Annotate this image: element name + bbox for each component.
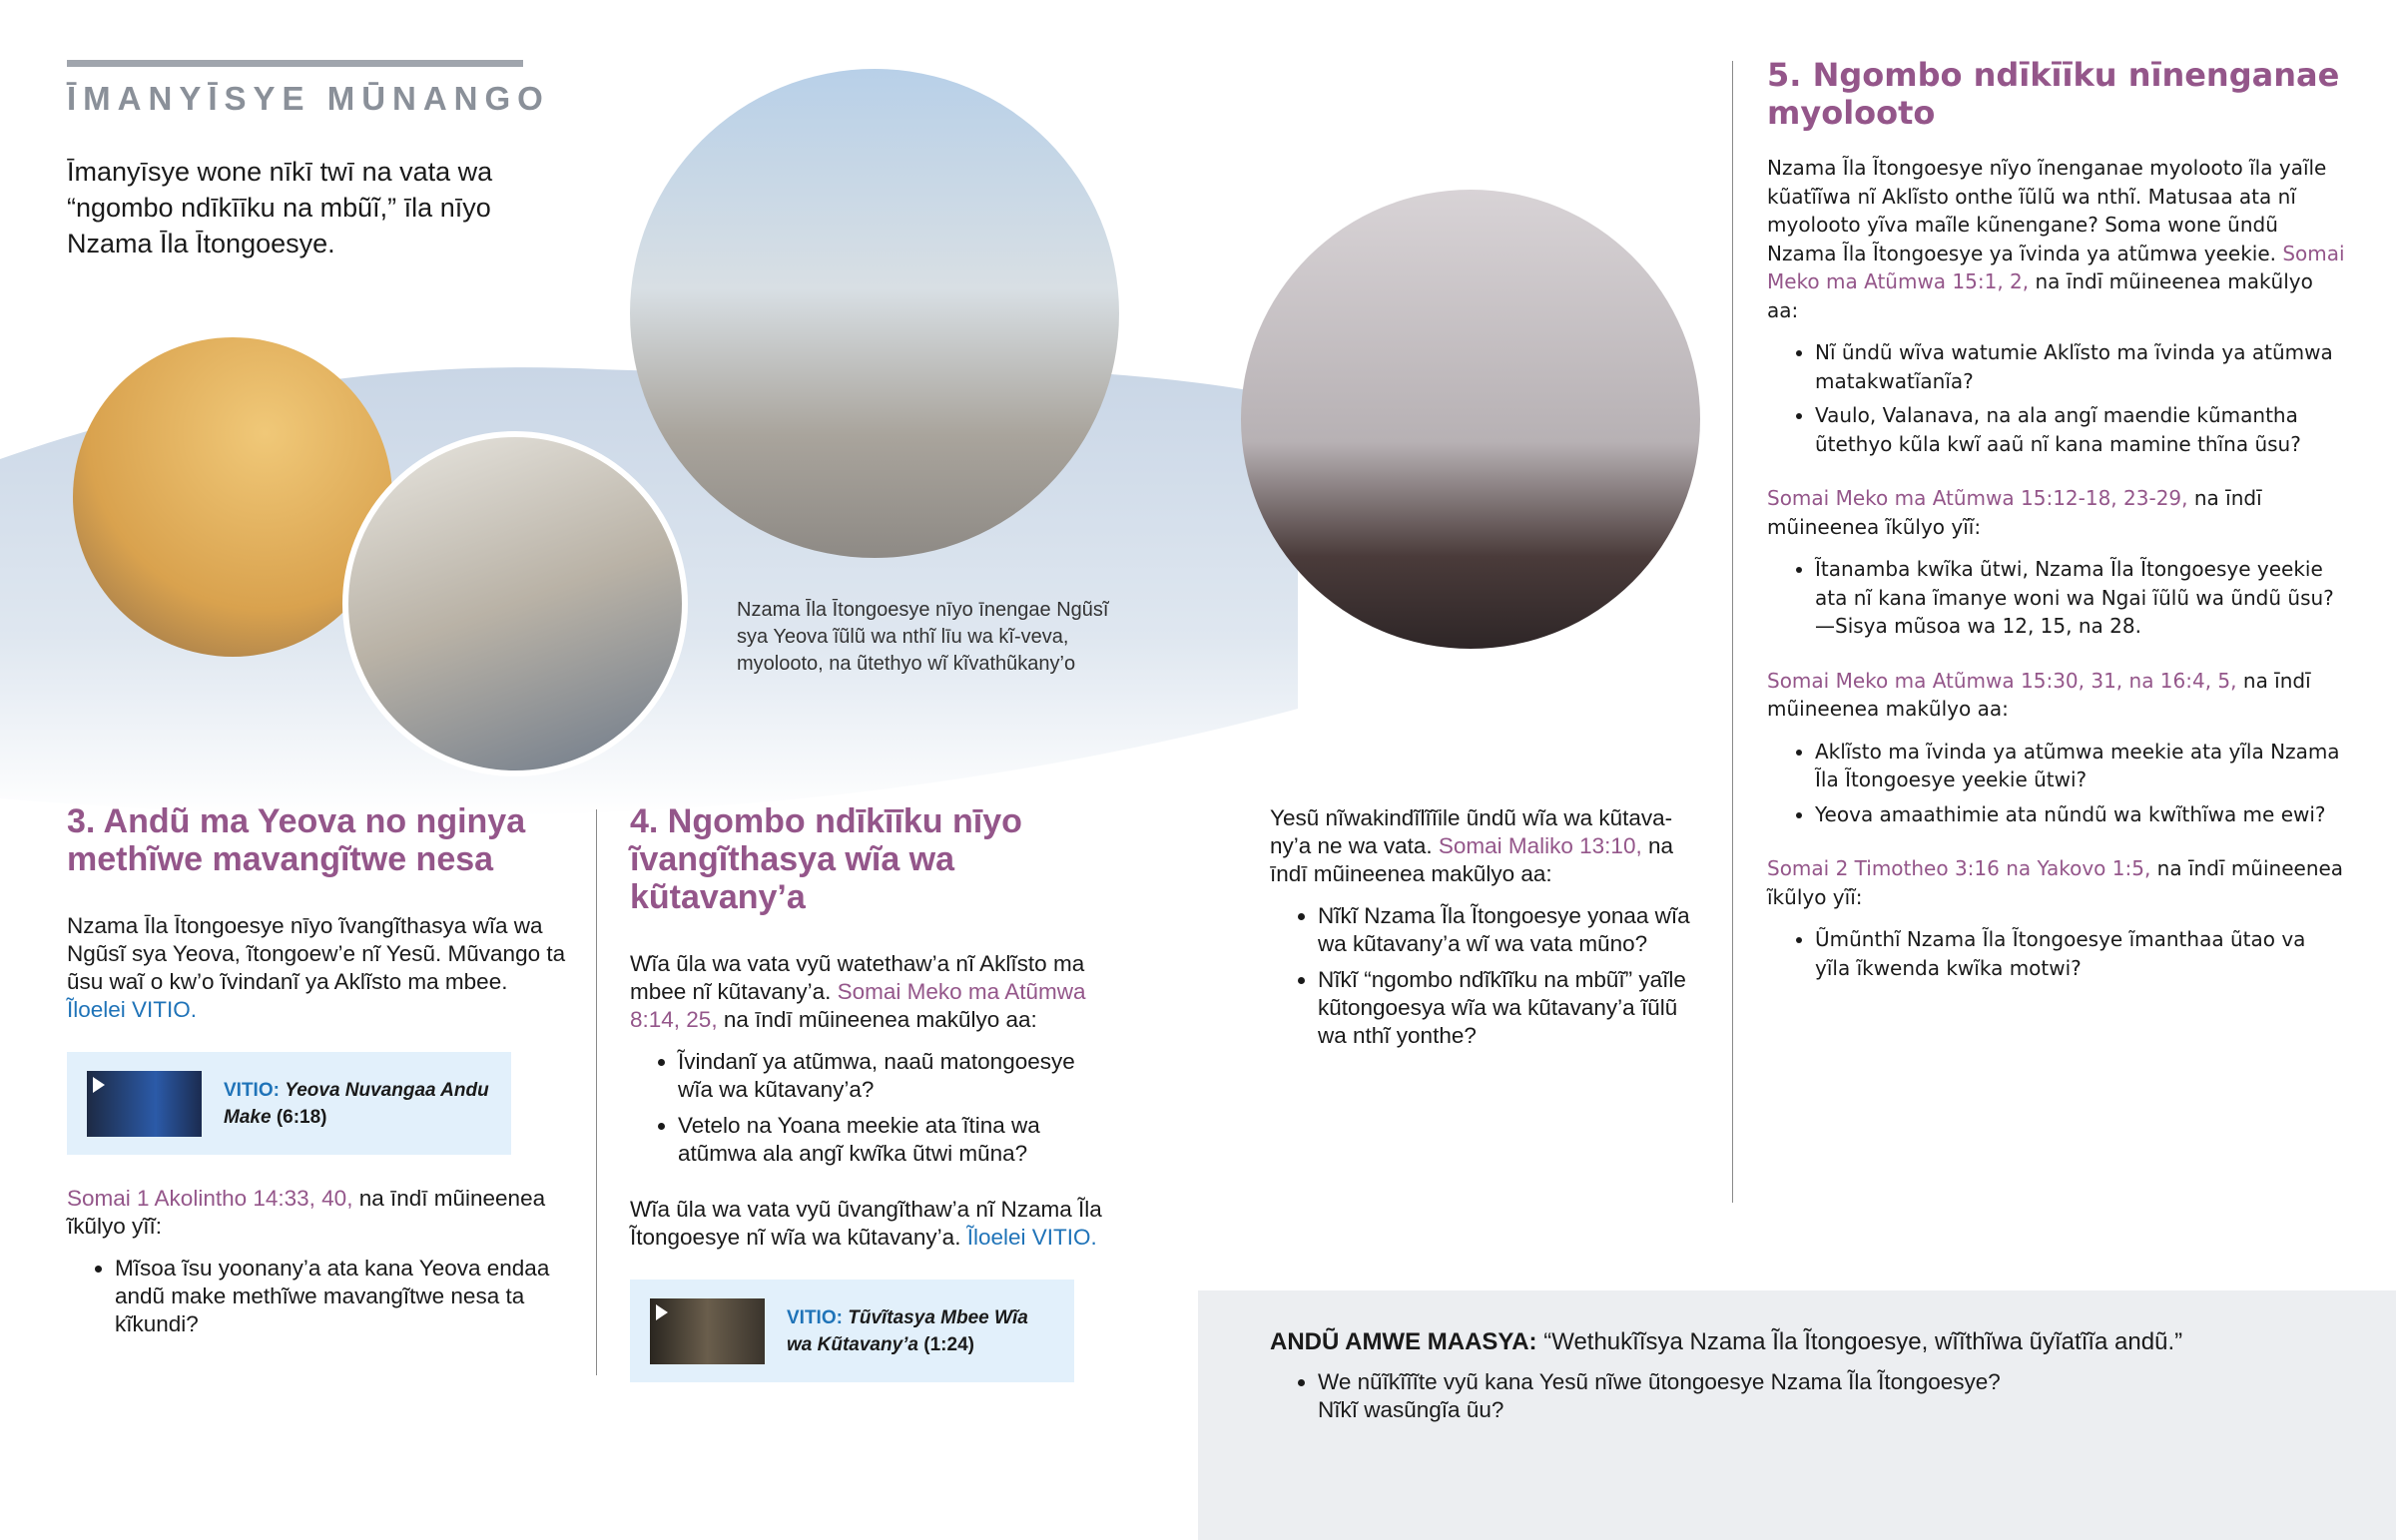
video-card[interactable]: VITIO: Yeova Nuvangaa Andu Make (6:18) bbox=[67, 1052, 511, 1155]
question: • Ĩvindanĩ ya atũmwa, naaũ matongoesye wĩa wa kũtavany’a? bbox=[678, 1048, 1109, 1104]
question: • Vetelo na Yoana meekie ata ĩtina wa atũmwa ala angĩ kwĩka ũtwi mũna? bbox=[678, 1112, 1109, 1168]
box-label: ANDŨ AMWE MAASYA: bbox=[1270, 1328, 1537, 1355]
watch-video-link[interactable]: Ĩloelei VITIO. bbox=[67, 997, 198, 1022]
question: • Yeova amaathimie ata nũndũ wa kwĩthĩwa me ewi? bbox=[1815, 800, 2346, 829]
scripture-link[interactable]: Somai Meko ma Atũmwa 15:30, 31, na 16:4, 5, bbox=[1767, 668, 2237, 693]
column-divider bbox=[1732, 61, 1733, 1203]
intro-text: Īmanyīsye wone nīkī twī na vata wa “ngombo ndīkīīku na mbũĩ,” īla nīyo Nzama Īla Ītongoesye. bbox=[67, 157, 493, 258]
scripture-link[interactable]: Somai Meko ma Atũmwa 8:14, 25, bbox=[630, 979, 1086, 1032]
question: • Nĩkĩ “ngombo ndĩkĩĩku na mbũĩ” yaĩle kũtongoesya wĩa wa kũtavany’a ĩũlũ wa nthĩ yonthe? bbox=[1318, 966, 1699, 1050]
page-kicker: ĪMANYĪSYE MŪNANGO bbox=[67, 80, 550, 117]
some-people-say-box bbox=[1198, 1290, 2396, 1540]
illustration-relief-workers bbox=[342, 431, 688, 776]
section-3-para: Nzama Īla Ītongoesye nīyo ĩvangĩthasya wĩa wa Ngũsĩ sya Yeova, ĩtongoew’e nĩ Yesũ. Mũvango ta ũsu waĩ o kw’o ĩvindanĩ ya Aklĩsto ma mbee. Ĩloelei VITIO. bbox=[67, 913, 566, 1022]
section-4-heading: 4. Ngombo ndīkīīku nīyo ĩvangĩthasya wĩa wa kũtavany’a bbox=[630, 802, 1022, 916]
question: • Nĩ ũndũ wĩva watumie Aklĩsto ma ĩvinda ya atũmwa matakwatĩanĩa? bbox=[1815, 338, 2346, 395]
section-3-heading: 3. Andũ ma Yeova no nginya methĩwe mavangĩtwe nesa bbox=[67, 802, 526, 878]
question: • Vaulo, Valanava, na ala angĩ maendie kũmantha ũtethyo kũla kwĩ aaũ nĩ kana mamine thĩna ũsu? bbox=[1815, 401, 2346, 458]
section-3 bbox=[67, 802, 566, 1366]
question: • Ĩtanamba kwĩka ũtwi, Nzama Ĩla Ĩtongoesye yeekie ata nĩ kana ĩmanye woni wa Ngai ĩũlũ wa ũndũ ũsu?—Sisya mũsoa wa 12, 15, na 28. bbox=[1815, 555, 2346, 641]
column-divider bbox=[596, 809, 597, 1375]
header-rule bbox=[67, 60, 523, 67]
box-quote: “Wethukĩĩsya Nzama Ĩla Ĩtongoesye, wĩĩthĩwa ũyĩatĩĩa andũ.” bbox=[1536, 1328, 2183, 1355]
scripture-link[interactable]: Somai 1 Akolintho 14:33, 40, bbox=[67, 1186, 353, 1211]
question: • Mĩsoa ĩsu yoonany’a ata kana Yeova endaa andũ make methĩwe mavangĩtwe nesa ta kĩkundi? bbox=[115, 1255, 566, 1338]
question: • Nĩkĩ Nzama Ĩla Ĩtongoesye yonaa wĩa wa kũtavany’a wĩ wa vata mũno? bbox=[1318, 902, 1699, 958]
question: • Aklĩsto ma ĩvinda ya atũmwa meekie ata yĩla Nzama Ĩla Ĩtongoesye yeekie ũtwi? bbox=[1815, 738, 2346, 794]
watch-video-link[interactable]: Ĩloelei VITIO. bbox=[966, 1225, 1097, 1250]
video-thumbnail[interactable] bbox=[87, 1071, 202, 1137]
video-card[interactable]: VITIO: Tũvĩtasya Mbee Wĩa wa Kũtavany’a (1:24) bbox=[630, 1280, 1074, 1382]
scripture-link[interactable]: Somai Meko ma Atũmwa 15:12-18, 23-29, bbox=[1767, 486, 2188, 510]
scripture-prompt: Somai 1 Akolintho 14:33, 40, na īndī mũineenea ĩkũlyo yĩĩ: bbox=[67, 1186, 546, 1239]
play-icon bbox=[656, 1304, 668, 1320]
section-5-heading: 5. Ngombo ndīkīīku nīnenganae myolooto bbox=[1767, 56, 2340, 132]
scripture-link[interactable]: Somai 2 Timotheo 3:16 na Yakovo 1:5, bbox=[1767, 856, 2151, 880]
scripture-link[interactable]: Somai Meko ma Atũmwa 15:1, 2, bbox=[1767, 241, 2345, 293]
illustration-speaker bbox=[1241, 190, 1700, 649]
scripture-link[interactable]: Somai Maliko 13:10, bbox=[1438, 833, 1642, 858]
section-4: 4. Ngombo ndīkīīku nīyo ĩvangĩthasya wĩa wa kũtavany’a Wĩa ũla wa vata vyũ watethaw’a nĩ Aklĩsto ma mbee nĩ kũtavany’a. Somai Meko ma Atũmwa 8:14, 25, na īndī mũineenea makũlyo aa: • Ĩvindanĩ ya atũmwa, naaũ matongoesye wĩa wa kũtavany’a? • Vetelo na Yoana meekie ata ĩtina wa atũmwa ala angĩ kwĩka ũtwi mũna? Wĩa ũla wa vata vyũ ũvangĩthaw’a nĩ Nzama Ĩla Ĩtongoesye nĩ wĩa wa kũtavany’a. Ĩloelei VITIO. VITIO: Tũvĩtasya Mbee Wĩa wa Kũtavany’a (1:24) bbox=[630, 802, 1109, 1382]
section-4-continued: Yesũ nĩwakindĩlĩĩile ũndũ wĩa wa kũtava- ny’a ne wa vata. Somai Maliko 13:10, na īndī mũineenea makũlyo aa: • Nĩkĩ Nzama Ĩla Ĩtongoesye yonaa wĩa wa kũtavany’a wĩ wa vata mũno? • Nĩkĩ “ngombo ndĩkĩĩku na mbũĩ” yaĩle kũtongoesya wĩa wa kũtavany’a ĩũlũ wa nthĩ yonthe? bbox=[1270, 804, 1699, 1078]
section-5: 5. Ngombo ndīkīīku nīnenganae myolooto Nzama Ĩla Ĩtongoesye nĩyo ĩnenganae myolooto ĩla yaĩle kũatĩĩwa nĩ Aklĩsto onthe ĩũlũ wa nthĩ. Matusaa ata nĩ myolooto yĩva maĩle kũnengane? Soma wone ũndũ Nzama Ĩla Ĩtongoesye ya ĩvinda ya atũmwa yeekie. Somai Meko ma Atũmwa 15:1, 2, na īndī mũineenea makũlyo aa: • Nĩ ũndũ wĩva watumie Aklĩsto ma ĩvinda ya atũmwa matakwatĩanĩa? • Vaulo, Valanava, na ala angĩ maendie kũmantha ũtethyo kũla kwĩ aaũ nĩ kana mamine thĩna ũsu? Somai Meko ma Atũmwa 15:12-18, 23-29, na īndī mũineenea ĩkũlyo yĩĩ: • Ĩtanamba kwĩka ũtwi, Nzama Ĩla Ĩtongoesye yeekie ata nĩ kana ĩmanye woni wa Ngai ĩũlũ wa ũndũ ũsu?—Sisya mũsoa wa 12, 15, na 28. Somai Meko ma Atũmwa 15:30, 31, na 16:4, 5, na īndī mũineenea makũlyo aa: • Aklĩsto ma ĩvinda ya atũmwa meekie ata yĩla Nzama Ĩla Ĩtongoesye yeekie ũtwi? • Yeova amaathimie ata nũndũ wa kwĩthĩwa me ewi? Somai 2 Timotheo 3:16 na Yakovo 1:5, na īndī mũineenea ĩkũlyo yĩĩ: • Ũmũnthĩ Nzama Ĩla Ĩtongoesye ĩmanthaa ũtao va yĩla ĩkwenda kwĩka motwi? bbox=[1767, 56, 2346, 1008]
video-thumbnail[interactable] bbox=[650, 1298, 765, 1364]
question: • Ũmũnthĩ Nzama Ĩla Ĩtongoesye ĩmanthaa ũtao va yĩla ĩkwenda kwĩka motwi? bbox=[1815, 925, 2346, 982]
question: • We nũĩkĩĩĩte vyũ kana Yesũ nĩwe ũtongoesye Nzama Ĩla Ĩtongoesye? Nĩkĩ wasũngĩa ũu? bbox=[1318, 1368, 2037, 1424]
illustration-caption: Nzama Īla Ītongoesye nīyo īnengae Ngũsĩ sya Yeova ĩũlũ wa nthĩ līu wa kĩ-veva, myolooto, na ũtethyo wĩ kĩvathũkany’o bbox=[737, 599, 1109, 675]
play-icon bbox=[93, 1077, 105, 1093]
illustration-cart-witnessing bbox=[630, 69, 1119, 558]
